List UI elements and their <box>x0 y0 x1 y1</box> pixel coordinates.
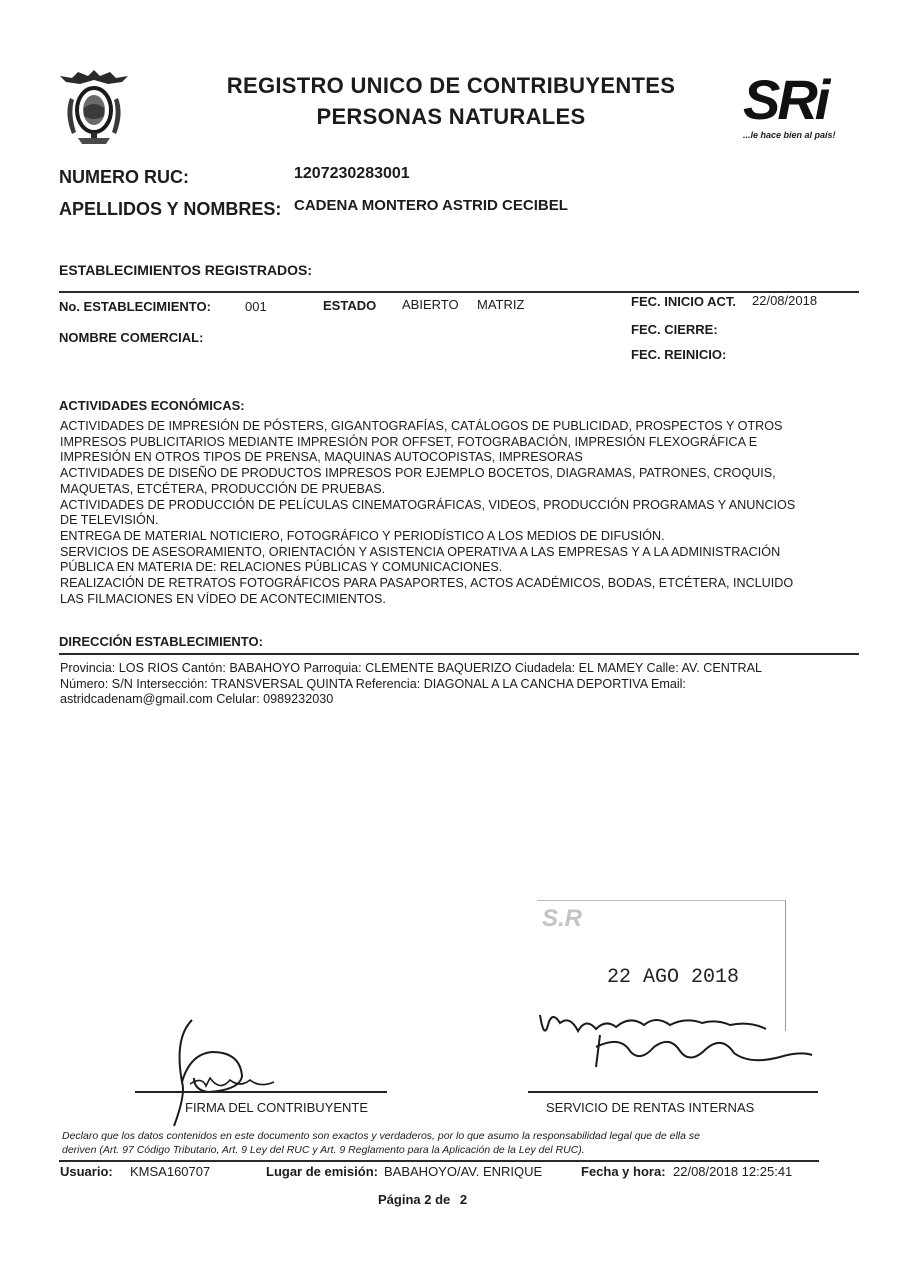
address-section-title: DIRECCIÓN ESTABLECIMIENTO: <box>59 634 263 649</box>
declaration-line2: deriven (Art. 97 Código Tributario, Art. 9 Ley del RUC y Art. 9 Reglamento para la Aplicación de la Ley del RUC). <box>62 1144 585 1156</box>
address-line: astridcadenam@gmail.com Celular: 0989232030 <box>60 692 334 706</box>
names-label: APELLIDOS Y NOMBRES: <box>59 199 282 219</box>
declaration-line1: Declaro que los datos contenidos en este documento son exactos y verdaderos, por lo que asumo la responsabilidad legal que de ella se <box>62 1130 700 1142</box>
activity-line: IMPRESIÓN EN OTROS TIPOS DE PRENSA, MAQUINAS AUTOCOPISTAS, IMPRESORAS <box>60 450 583 465</box>
activity-line: ACTIVIDADES DE PRODUCCIÓN DE PELÍCULAS CINEMATOGRÁFICAS, VIDEOS, PRODUCCIÓN PROGRAMAS Y ANUNCIOS <box>60 497 796 512</box>
activity-line: ACTIVIDADES DE IMPRESIÓN DE PÓSTERS, GIGANTOGRAFÍAS, CATÁLOGOS DE PUBLICIDAD, PROSPECTOS Y OTROS <box>60 419 783 433</box>
close-date-label: FEC. CIERRE: <box>631 322 718 337</box>
activity-line: DE TELEVISIÓN. <box>60 513 159 528</box>
issue-place-label: Lugar de emisión: <box>266 1164 378 1179</box>
section-divider <box>59 653 859 655</box>
ruc-value: 1207230283001 <box>294 165 410 182</box>
activity-line: REALIZACIÓN DE RETRATOS FOTOGRÁFICOS PARA PASAPORTES, ACTOS ACADÉMICOS, BODAS, ETCÉTERA, INCLUIDO <box>60 576 794 591</box>
user-label: Usuario: <box>60 1164 113 1179</box>
activities-section-title: ACTIVIDADES ECONÓMICAS: <box>59 398 245 413</box>
names-value: CADENA MONTERO ASTRID CECIBEL <box>294 197 568 214</box>
page-total: 2 <box>459 1192 468 1207</box>
start-date-label: FEC. INICIO ACT. <box>631 294 736 309</box>
datetime-label: Fecha y hora: <box>581 1164 666 1179</box>
establishment-type-value: MATRIZ <box>477 297 525 312</box>
address-line: Provincia: LOS RIOS Cantón: BABAHOYO Parroquia: CLEMENTE BAQUERIZO Ciudadela: EL MAMEY Calle: AV. CENTRAL <box>60 661 763 675</box>
sri-signature-line <box>528 1091 818 1093</box>
establishment-number-label: No. ESTABLECIMIENTO: <box>59 299 211 314</box>
page-label: Página 2 de <box>378 1192 451 1207</box>
activity-line: MAQUETAS, ETCÉTERA, PRODUCCIÓN DE PRUEBAS. <box>60 481 386 496</box>
activity-line: PÚBLICA EN MATERIA DE: RELACIONES PÚBLICAS Y COMUNICACIONES. <box>60 560 503 575</box>
document-title-line2: PERSONAS NATURALES <box>316 104 586 129</box>
establishments-section-title: ESTABLECIMIENTOS REGISTRADOS: <box>59 262 313 278</box>
taxpayer-signature-label: FIRMA DEL CONTRIBUYENTE <box>185 1100 368 1115</box>
stamp-date: 22 AGO 2018 <box>607 966 740 989</box>
sri-logo-text: SRi <box>743 68 828 131</box>
activity-line: SERVICIOS DE ASESORAMIENTO, ORIENTACIÓN Y ASISTENCIA OPERATIVA A LAS EMPRESAS Y A LA ADMINISTRACIÓN <box>60 544 781 559</box>
activity-line: IMPRESOS PUBLICITARIOS MEDIANTE IMPRESIÓN POR OFFSET, FOTOGRABACIÓN, IMPRESIÓN FLEXOGRÁFICA E <box>60 434 758 449</box>
page-number <box>378 1192 467 1207</box>
address-block <box>60 661 850 708</box>
activity-line: ACTIVIDADES DE DISEÑO DE PRODUCTOS IMPRESOS POR EJEMPLO BOCETOS, DIAGRAMAS, PATRONES, CROQUIS, <box>60 466 776 481</box>
restart-date-label: FEC. REINICIO: <box>631 347 727 362</box>
sri-logo-slogan: ...le hace bien al país! <box>743 130 836 140</box>
sri-officer-signature <box>530 995 820 1075</box>
issue-place-value: BABAHOYO/AV. ENRIQUE <box>384 1164 543 1179</box>
sri-logo <box>743 68 848 144</box>
activity-line: LAS FILMACIONES EN VÍDEO DE ACONTECIMIENTOS. <box>60 591 386 606</box>
establishment-number-value: 001 <box>245 299 267 314</box>
datetime-value: 22/08/2018 12:25:41 <box>673 1164 793 1179</box>
commercial-name-label: NOMBRE COMERCIAL: <box>59 330 204 345</box>
sri-signature-label: SERVICIO DE RENTAS INTERNAS <box>546 1100 755 1115</box>
status-value: ABIERTO <box>402 297 459 312</box>
stamp-logo-faint: S.R <box>542 905 583 932</box>
document-title-line1: REGISTRO UNICO DE CONTRIBUYENTES <box>226 73 676 98</box>
ruc-label: NUMERO RUC: <box>59 167 189 187</box>
activity-line: ENTREGA DE MATERIAL NOTICIERO, FOTOGRÁFICO Y PERIODÍSTICO A LOS MEDIOS DE DIFUSIÓN. <box>60 528 665 543</box>
activities-list <box>60 419 850 607</box>
section-divider <box>59 291 859 293</box>
start-date-value: 22/08/2018 <box>752 293 818 308</box>
user-value: KMSA160707 <box>130 1164 211 1179</box>
status-label: ESTADO <box>323 298 377 313</box>
address-line: Número: S/N Intersección: TRANSVERSAL QUINTA Referencia: DIAGONAL A LA CANCHA DEPORTIVA Email: <box>60 676 686 691</box>
taxpayer-signature-line <box>135 1091 387 1093</box>
footer-divider <box>59 1160 819 1162</box>
